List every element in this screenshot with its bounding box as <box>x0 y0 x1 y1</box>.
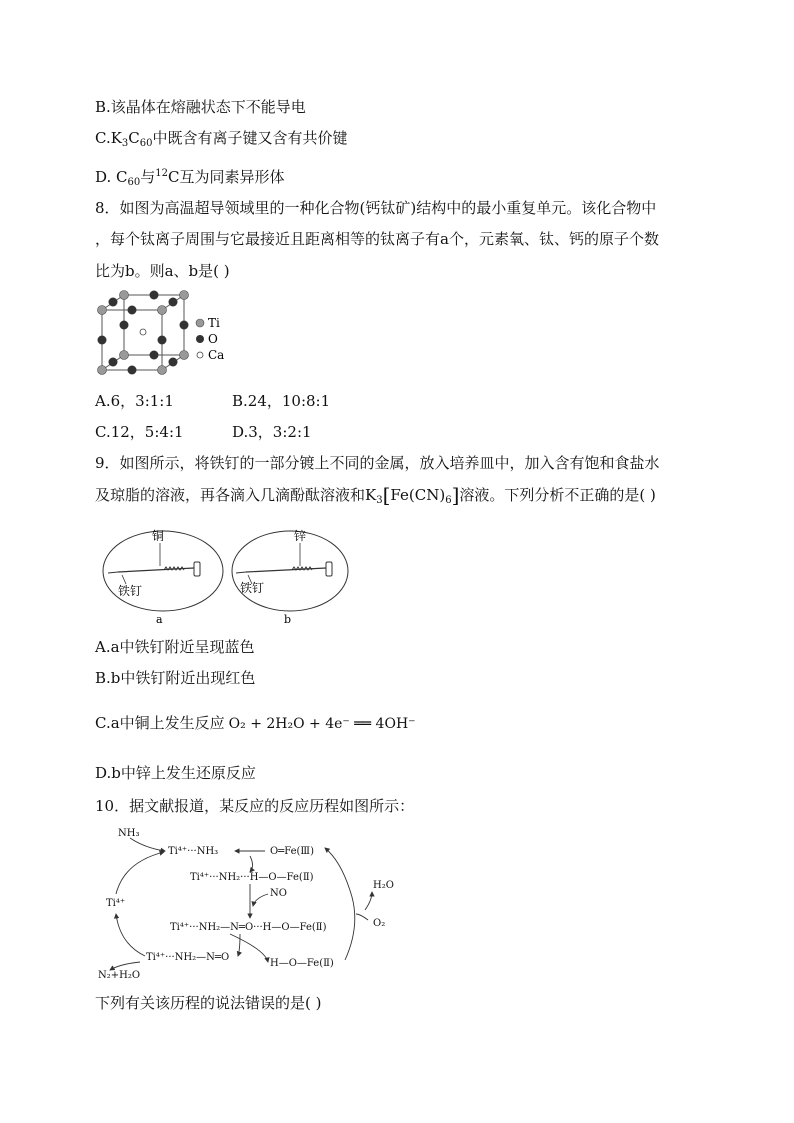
q8-option-c[interactable]: C.12，5:4:1 <box>95 423 184 441</box>
label-nh3: NH₃ <box>118 828 140 839</box>
q7-option-c[interactable]: $C.K_3C_{60}$中既含有离子键又含有共价键 <box>95 129 348 149</box>
q8-stem-line3: 比为b。则a、b是( ) <box>95 262 230 280</box>
label-ti-nh2-no: Ti⁴⁺···NH₂—N═O <box>146 952 230 963</box>
q8-stem-line2: ，每个钛离子周围与它最接近且距离相等的钛离子有a个，元素氧、钛、钙的原子个数 <box>95 230 659 248</box>
label-ti-nh2-no-hofe: Ti⁴⁺···NH₂—N═O···H—O—Fe(Ⅱ) <box>170 922 327 933</box>
q8-option-a[interactable]: A.6，3:1:1 <box>95 392 174 410</box>
q8-option-b[interactable]: B.24，10:8:1 <box>232 392 331 410</box>
fig-a-caption: a <box>156 613 163 626</box>
q9-stem-line1: 9．如图所示，将铁钉的一部分镀上不同的金属，放入培养皿中，加入含有饱和食盐水 <box>95 454 660 472</box>
label-h2o: H₂O <box>373 880 394 891</box>
legend-o: O <box>208 332 218 346</box>
legend-ca: Ca <box>208 348 225 362</box>
label-hofe: H—O—Fe(Ⅱ) <box>270 958 334 969</box>
legend-ti: Ti <box>208 316 220 330</box>
reaction-cycle-diagram <box>90 822 420 982</box>
label-ti-nh2-hofe: Ti⁴⁺···NH₂···H—O—Fe(Ⅱ) <box>190 872 314 883</box>
fig-b-metal-label: 锌 <box>294 529 307 543</box>
q8-option-d[interactable]: D.3，3:2:1 <box>232 423 312 441</box>
q9-option-b[interactable]: B.b中铁钉附近出现红色 <box>95 669 256 687</box>
fig-a-metal-label: 铜 <box>152 529 165 543</box>
label-ti-nh3: Ti⁴⁺···NH₃ <box>168 846 219 857</box>
q9-stem-line2: 及琼脂的溶液，再各滴入几滴酚酞溶液和$K_3[Fe(CN)_6]$溶液。下列分析不正确的是( ) <box>95 483 656 507</box>
perovskite-unit-cell-figure <box>92 290 242 380</box>
q10-stem: 10．据文献报道，某反应的反应历程如图所示： <box>95 797 415 815</box>
q7-option-b[interactable]: B.该晶体在熔融状态下不能导电 <box>95 98 306 116</box>
q8-stem-line1: 8．如图为高温超导领域里的一种化合物(钙钛矿)结构中的最小重复单元。该化合物中 <box>95 199 657 217</box>
label-o-fe3: O═Fe(Ⅲ) <box>270 846 314 857</box>
label-ti: Ti⁴⁺ <box>106 898 126 909</box>
label-n2-h2o: N₂+H₂O <box>98 970 141 981</box>
label-no: NO <box>270 888 287 899</box>
q9-option-d[interactable]: D.b中锌上发生还原反应 <box>95 764 256 782</box>
fig-b-nail-label: 铁钉 <box>240 581 265 595</box>
fig-a-nail-label: 铁钉 <box>118 584 143 598</box>
nail-petri-dish-figure <box>100 526 360 626</box>
q9-option-a[interactable]: A.a中铁钉附近呈现蓝色 <box>95 638 255 656</box>
q10-question: 下列有关该历程的说法错误的是( ) <box>95 994 322 1012</box>
q7-option-d[interactable]: D. $C_{60}$与$^{12}$C互为同素异形体 <box>95 168 285 188</box>
fig-b-caption: b <box>284 613 292 626</box>
label-o2: O₂ <box>373 918 386 929</box>
q9-option-c[interactable]: C.a中铜上发生反应 O₂ + 2H₂O + 4e⁻ ══ 4OH⁻ <box>95 714 416 732</box>
